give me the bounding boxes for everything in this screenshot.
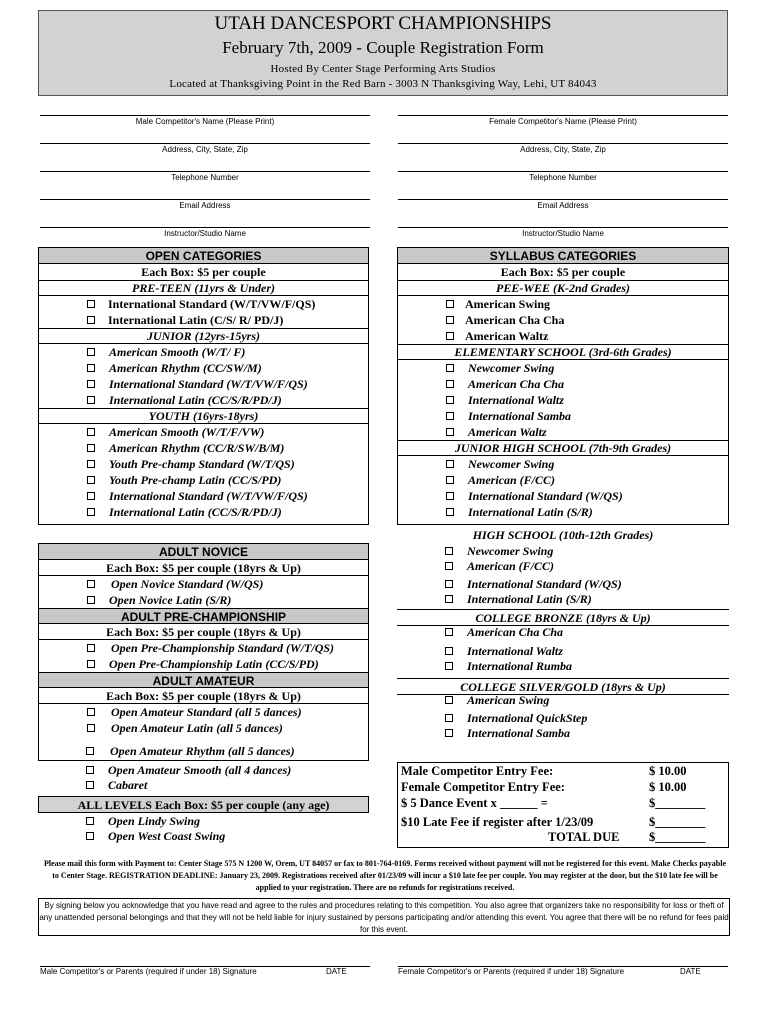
- preteen-heading: PRE-TEEN (11yrs & Under): [39, 280, 368, 296]
- elementary-heading: ELEMENTARY SCHOOL (3rd-6th Grades): [398, 344, 728, 360]
- list-item: Open West Coast Swing: [38, 828, 369, 844]
- female-fee-row: Female Competitor Entry Fee: $ 10.00: [401, 780, 687, 794]
- checkbox[interactable]: [445, 580, 453, 588]
- total-due-row[interactable]: TOTAL DUE $________: [548, 830, 706, 844]
- checkbox[interactable]: [87, 348, 95, 356]
- checkbox[interactable]: [446, 460, 454, 468]
- form-subtitle: February 7th, 2009 - Couple Registration Form: [222, 38, 544, 57]
- form-header: [38, 10, 728, 96]
- list-item: American Swing: [397, 692, 729, 708]
- list-item: International Latin (S/R): [397, 591, 729, 607]
- list-item: International Waltz: [397, 643, 729, 659]
- amateur-price: Each Box: $5 per couple (18yrs & Up): [39, 688, 368, 704]
- junior-heading: JUNIOR (12yrs-15yrs): [39, 328, 368, 344]
- female-address-label: Address, City, State, Zip: [520, 145, 606, 154]
- novice-price: Each Box: $5 per couple (18yrs & Up): [39, 560, 368, 576]
- list-item: Cabaret: [38, 777, 369, 793]
- list-item: International Latin (CC/S/R/PD/J): [39, 392, 368, 408]
- adult-novice-heading: ADULT NOVICE: [39, 544, 368, 560]
- list-item: Open Novice Standard (W/QS): [39, 576, 368, 592]
- list-item: Open Lindy Swing: [38, 813, 369, 829]
- all-levels-heading: ALL LEVELS Each Box: $5 per couple (any age): [38, 796, 369, 813]
- list-item: American Waltz: [398, 424, 728, 440]
- female-date-label: DATE: [680, 967, 701, 976]
- checkbox[interactable]: [445, 562, 453, 570]
- list-item: Newcomer Swing: [398, 360, 728, 376]
- male-telephone-label: Telephone Number: [171, 173, 239, 182]
- female-instructor-field[interactable]: [398, 227, 728, 228]
- checkbox[interactable]: [445, 547, 453, 555]
- mailing-notice: Please mail this form with Payment to: Center Stage 575 N 1200 W, Orem, UT 84057 or fax to 801-764-0169. Forms received without payment will not be registered for this event. Make Checks payable to Center Stage. REGISTRATION DEADLINE: January 23, 2009. Registrations received after 01/23/09 will incur a $10 late fee per couple. You may register at the door, but the $10 late fee will be applied to your registration. There are no refunds for registrations received.: [43, 859, 727, 892]
- checkbox[interactable]: [87, 380, 95, 388]
- female-name-field[interactable]: [398, 115, 728, 116]
- college-bronze-heading: COLLEGE BRONZE (18yrs & Up): [397, 609, 729, 626]
- male-email-label: Email Address: [179, 201, 231, 210]
- male-name-label: Male Competitor's Name (Please Print): [135, 117, 275, 126]
- list-item: American Smooth (W/T/F/VW): [39, 424, 368, 440]
- list-item: Newcomer Swing: [397, 543, 729, 559]
- adult-amateur-heading: ADULT AMATEUR: [39, 672, 368, 688]
- male-telephone-field[interactable]: [40, 171, 370, 172]
- male-email-field[interactable]: [40, 199, 370, 200]
- syllabus-categories-box: [397, 247, 729, 525]
- host-line: Hosted By Center Stage Performing Arts Studios: [270, 63, 496, 75]
- list-item: International Standard (W/QS): [398, 488, 728, 504]
- prechamp-price: Each Box: $5 per couple (18yrs & Up): [39, 624, 368, 640]
- checkbox[interactable]: [87, 396, 95, 404]
- checkbox[interactable]: [446, 492, 454, 500]
- checkbox[interactable]: [446, 364, 454, 372]
- list-item: American Swing: [398, 296, 728, 312]
- list-item: Youth Pre-champ Standard (W/T/QS): [39, 456, 368, 472]
- male-instructor-label: Instructor/Studio Name: [164, 229, 246, 238]
- list-item: Open Pre-Championship Latin (CC/S/PD): [39, 656, 368, 672]
- syllabus-heading: SYLLABUS CATEGORIES: [398, 248, 728, 264]
- checkbox[interactable]: [445, 662, 453, 670]
- junior-high-heading: JUNIOR HIGH SCHOOL (7th-9th Grades): [398, 440, 728, 456]
- checkbox[interactable]: [87, 476, 95, 484]
- list-item: American Waltz: [398, 328, 728, 344]
- list-item: International Standard (W/T/VW/F/QS): [39, 376, 368, 392]
- list-item: Open Novice Latin (S/R): [39, 592, 368, 608]
- checkbox[interactable]: [446, 300, 454, 308]
- checkbox[interactable]: [87, 660, 95, 668]
- male-fee-row: Male Competitor Entry Fee: $ 10.00: [401, 764, 687, 778]
- checkbox[interactable]: [87, 300, 95, 308]
- list-item: Youth Pre-champ Latin (CC/S/PD): [39, 472, 368, 488]
- checkbox[interactable]: [445, 714, 453, 722]
- list-item: International Latin (C/S/ R/ PD/J): [39, 312, 368, 328]
- checkbox[interactable]: [446, 476, 454, 484]
- list-item: American (F/CC): [398, 472, 728, 488]
- checkbox[interactable]: [445, 696, 453, 704]
- list-item: American (F/CC): [397, 558, 729, 574]
- syllabus-price: Each Box: $5 per couple: [500, 265, 626, 279]
- female-telephone-field[interactable]: [398, 171, 728, 172]
- open-categories-box: [38, 247, 369, 525]
- checkbox[interactable]: [87, 724, 95, 732]
- list-item: International Latin (S/R): [398, 504, 728, 520]
- list-item: American Rhythm (CC/R/SW/B/M): [39, 440, 368, 456]
- checkbox[interactable]: [446, 428, 454, 436]
- male-address-label: Address, City, State, Zip: [162, 145, 248, 154]
- male-instructor-field[interactable]: [40, 227, 370, 228]
- list-item: International Standard (W/QS): [397, 576, 729, 592]
- female-instructor-label: Instructor/Studio Name: [522, 229, 604, 238]
- checkbox[interactable]: [86, 766, 94, 774]
- male-address-field[interactable]: [40, 143, 370, 144]
- list-item: American Rhythm (CC/SW/M): [39, 360, 368, 376]
- late-fee-row[interactable]: $10 Late Fee if register after 1/23/09 $________: [401, 815, 706, 829]
- list-item: Open Amateur Standard (all 5 dances): [39, 704, 368, 720]
- checkbox[interactable]: [86, 832, 94, 840]
- checkbox[interactable]: [87, 316, 95, 324]
- checkbox[interactable]: [86, 781, 94, 789]
- list-item: American Cha Cha: [398, 312, 728, 328]
- checkbox[interactable]: [446, 380, 454, 388]
- list-item: International Rumba: [397, 658, 729, 674]
- checkbox[interactable]: [87, 460, 95, 468]
- checkbox[interactable]: [446, 396, 454, 404]
- checkbox[interactable]: [87, 428, 95, 436]
- list-item: Open Amateur Smooth (all 4 dances): [38, 762, 369, 778]
- female-name-label: Female Competitor's Name (Please Print): [489, 117, 637, 126]
- event-title: UTAH DANCESPORT CHAMPIONSHIPS: [214, 13, 552, 34]
- female-email-field[interactable]: [398, 199, 728, 200]
- list-item: International Samba: [398, 408, 728, 424]
- list-item: Newcomer Swing: [398, 456, 728, 472]
- list-item: International Standard (W/T/VW/F/QS): [39, 296, 368, 312]
- checkbox[interactable]: [445, 729, 453, 737]
- youth-heading: YOUTH (16yrs-18yrs): [39, 408, 368, 424]
- list-item: International Standard (W/T/VW/F/QS): [39, 488, 368, 504]
- male-name-field[interactable]: [40, 115, 370, 116]
- list-item: Open Amateur Latin (all 5 dances): [39, 720, 368, 736]
- checkbox[interactable]: [446, 316, 454, 324]
- peewee-heading: PEE-WEE (K-2nd Grades): [398, 280, 728, 296]
- female-address-field[interactable]: [398, 143, 728, 144]
- list-item: International Waltz: [398, 392, 728, 408]
- list-item: American Cha Cha: [398, 376, 728, 392]
- male-date-label: DATE: [326, 967, 347, 976]
- open-categories-heading: OPEN CATEGORIES: [39, 248, 368, 264]
- college-silver-heading: COLLEGE SILVER/GOLD (18yrs & Up): [397, 678, 729, 695]
- list-item: American Smooth (W/T/ F): [39, 344, 368, 360]
- checkbox[interactable]: [87, 444, 95, 452]
- checkbox[interactable]: [87, 492, 95, 500]
- dance-event-fee-row[interactable]: $ 5 Dance Event x ______ = $________: [401, 796, 706, 810]
- checkbox[interactable]: [87, 644, 95, 652]
- checkbox[interactable]: [445, 595, 453, 603]
- checkbox[interactable]: [87, 580, 95, 588]
- checkbox[interactable]: [87, 596, 95, 604]
- adult-categories-box: [38, 543, 369, 761]
- high-school-heading: HIGH SCHOOL (10th-12th Grades): [472, 528, 654, 542]
- checkbox[interactable]: [86, 817, 94, 825]
- female-email-label: Email Address: [537, 201, 589, 210]
- checkbox[interactable]: [445, 647, 453, 655]
- checkbox[interactable]: [87, 508, 95, 516]
- female-telephone-label: Telephone Number: [529, 173, 597, 182]
- checkbox[interactable]: [446, 332, 454, 340]
- list-item: International Samba: [397, 725, 729, 741]
- checkbox[interactable]: [87, 364, 95, 372]
- list-item: American Cha Cha: [397, 624, 729, 640]
- female-signature-label: Female Competitor's or Parents (required if under 18) Signature: [398, 967, 625, 976]
- list-item: Open Amateur Rhythm (all 5 dances): [38, 743, 369, 759]
- list-item: International Latin (CC/S/R/PD/J): [39, 504, 368, 520]
- location-line: Located at Thanksgiving Point in the Red Barn - 3003 N Thanksgiving Way, Lehi, UT 84043: [169, 78, 597, 90]
- fee-summary-box: [397, 762, 729, 848]
- checkbox[interactable]: [86, 747, 94, 755]
- checkbox[interactable]: [446, 508, 454, 516]
- liability-disclaimer: By signing below you acknowledge that you have read and agree to the rules and procedures relating to this competition. You also agree that organizers take no responsibility for loss or theft of any unattended personal belongings and that they will not be held liable for injury sustained by persons participating and/or attending this event. You agree that there will be no refund for fees paid for this event.: [38, 898, 730, 936]
- open-price: Each Box: $5 per couple: [141, 265, 266, 279]
- checkbox[interactable]: [87, 708, 95, 716]
- list-item: International QuickStep: [397, 710, 729, 726]
- checkbox[interactable]: [445, 628, 453, 636]
- checkbox[interactable]: [446, 412, 454, 420]
- male-signature-label: Male Competitor's or Parents (required if under 18) Signature: [40, 967, 257, 976]
- list-item: Open Pre-Championship Standard (W/T/QS): [39, 640, 368, 656]
- adult-prechamp-heading: ADULT PRE-CHAMPIONSHIP: [39, 608, 368, 624]
